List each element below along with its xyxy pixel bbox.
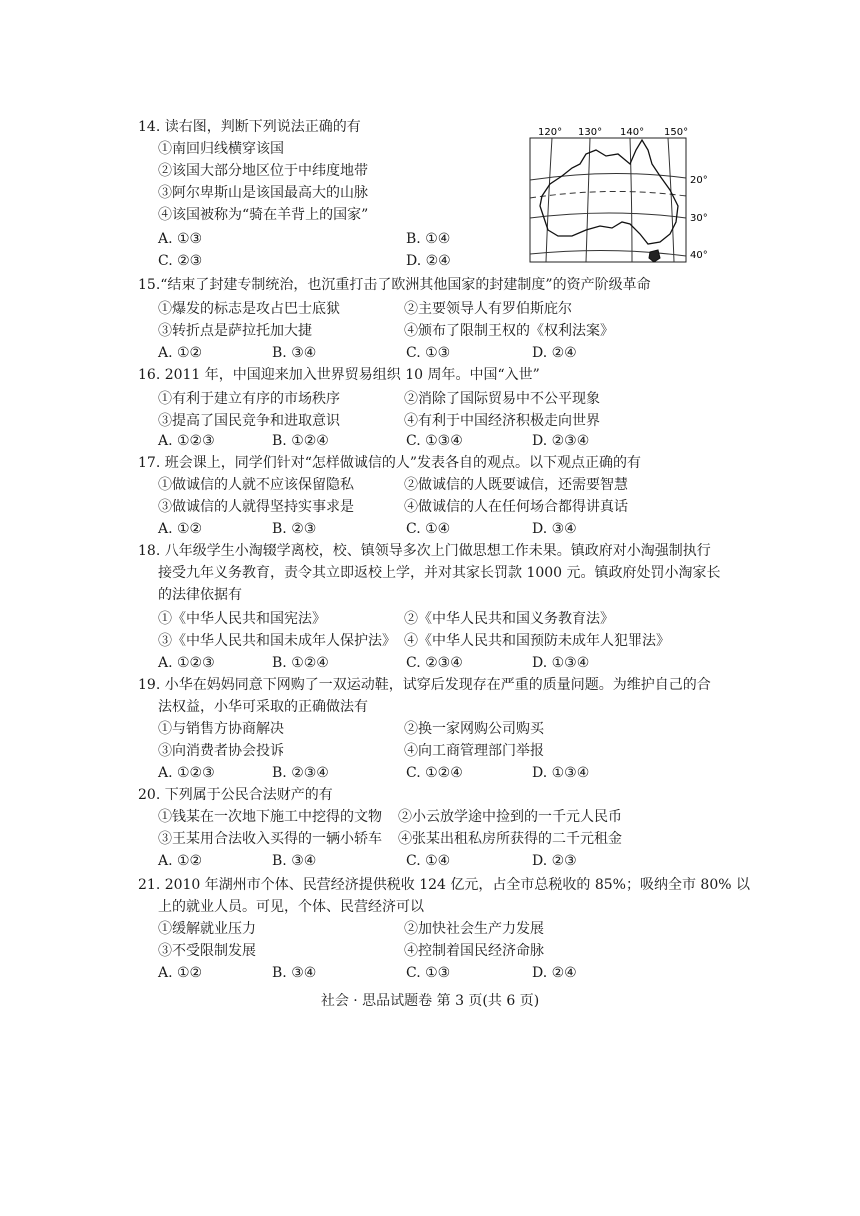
q18-stem-line-3: 的法律依据有 [158, 587, 242, 603]
q14-choice-c: C. ②③ [158, 253, 203, 269]
q16-choice-d: D. ②③④ [532, 433, 590, 449]
q18-choice-a: A. ①②③ [158, 655, 215, 671]
q15-statement-1: ①爆发的标志是攻占巴士底狱 [158, 301, 340, 317]
q15-statement-4: ④颁布了限制王权的《权利法案》 [404, 323, 614, 339]
q14-choice-a: A. ①③ [158, 231, 203, 247]
q18-statement-4: ④《中华人民共和国预防未成年人犯罪法》 [404, 633, 670, 649]
q19-choice-d: D. ①③④ [532, 765, 590, 781]
q15-choice-d: D. ②④ [532, 345, 577, 361]
lat-label-40: 40° [690, 250, 708, 261]
q17-choice-d: D. ③④ [532, 521, 577, 537]
q20-choice-b: B. ③④ [272, 853, 317, 869]
q21-stem-line-2: 上的就业人员。可见，个体、民营经济可以 [158, 899, 424, 915]
q20-statement-4: ④张某出租私房所获得的二千元租金 [398, 831, 622, 847]
q16-choice-a: A. ①②③ [158, 433, 215, 449]
q20-statement-2: ②小云放学途中捡到的一千元人民币 [398, 809, 622, 825]
q18-statement-3: ③《中华人民共和国未成年人保护法》 [158, 633, 396, 649]
q21-choice-a: A. ①② [158, 965, 203, 981]
q14-choice-b: B. ①④ [406, 231, 451, 247]
lon-label-150: 150° [664, 127, 689, 138]
lon-label-120: 120° [538, 127, 563, 138]
q15-statement-3: ③转折点是萨拉托加大捷 [158, 323, 312, 339]
q17-statement-3: ③做诚信的人就得坚持实事求是 [158, 499, 354, 515]
q15-choice-b: B. ③④ [272, 345, 317, 361]
q21-statement-3: ③不受限制发展 [158, 943, 256, 959]
q17-choice-b: B. ②③ [272, 521, 317, 537]
q18-choice-c: C. ②③④ [406, 655, 463, 671]
q15-stem: 15.“结束了封建专制统治，也沉重打击了欧洲其他国家的封建制度”的资产阶级革命 [138, 277, 651, 293]
q19-statement-2: ②换一家网购公司购买 [404, 721, 544, 737]
q19-stem-line-1: 19. 小华在妈妈同意下网购了一双运动鞋，试穿后发现存在严重的质量问题。为维护自己的合 [138, 677, 711, 693]
q15-statement-2: ②主要领导人有罗伯斯庇尔 [404, 301, 572, 317]
lat-label-20: 20° [690, 175, 708, 186]
q20-choice-c: C. ①④ [406, 853, 451, 869]
q19-statement-1: ①与销售方协商解决 [158, 721, 284, 737]
q14-statement-1: ①南回归线横穿该国 [158, 141, 284, 157]
q19-choice-b: B. ②③④ [272, 765, 329, 781]
q18-statement-2: ②《中华人民共和国义务教育法》 [404, 611, 614, 627]
lat-label-30: 30° [690, 213, 708, 224]
q21-choice-b: B. ③④ [272, 965, 317, 981]
q16-choice-c: C. ①③④ [406, 433, 463, 449]
q21-choice-c: C. ①③ [406, 965, 451, 981]
australia-map-figure [520, 124, 720, 274]
q21-choice-d: D. ②④ [532, 965, 577, 981]
q16-statement-1: ①有利于建立有序的市场秩序 [158, 391, 340, 407]
page-footer: 社会 · 思品试题卷 第 3 页(共 6 页) [320, 993, 540, 1009]
q16-stem: 16. 2011 年，中国迎来加入世界贸易组织 10 周年。中国“入世” [138, 367, 540, 383]
q18-stem-line-1: 18. 八年级学生小淘辍学离校，校、镇领导多次上门做思想工作未果。镇政府对小淘强制执行 [138, 543, 711, 559]
q14-stem: 14. 读右图，判断下列说法正确的有 [138, 119, 361, 135]
q19-choice-a: A. ①②③ [158, 765, 215, 781]
q17-choice-a: A. ①② [158, 521, 203, 537]
q20-statement-3: ③王某用合法收入买得的一辆小轿车 [158, 831, 382, 847]
q18-statement-1: ①《中华人民共和国宪法》 [158, 611, 326, 627]
australia-map [520, 124, 720, 274]
q17-statement-4: ④做诚信的人在任何场合都得讲真话 [404, 499, 628, 515]
q19-stem-line-2: 法权益，小华可采取的正确做法有 [158, 699, 368, 715]
q17-statement-1: ①做诚信的人就不应该保留隐私 [158, 477, 354, 493]
q14-statement-3: ③阿尔卑斯山是该国最高大的山脉 [158, 185, 368, 201]
q21-statement-4: ④控制着国民经济命脉 [404, 943, 544, 959]
q21-stem-line-1: 21. 2010 年湖州市个体、民营经济提供税收 124 亿元，占全市总税收的 85%；吸纳全市 80% 以 [138, 877, 750, 893]
q20-statement-1: ①钱某在一次地下施工中挖得的文物 [158, 809, 382, 825]
q21-statement-2: ②加快社会生产力发展 [404, 921, 544, 937]
q14-statement-4: ④该国被称为“骑在羊背上的国家” [158, 207, 369, 223]
q17-choice-c: C. ①④ [406, 521, 451, 537]
q18-stem-line-2: 接受九年义务教育，责令其立即返校上学，并对其家长罚款 1000 元。镇政府处罚小淘家长 [158, 565, 721, 581]
q18-choice-b: B. ①②④ [272, 655, 329, 671]
lon-label-140: 140° [620, 127, 645, 138]
q19-choice-c: C. ①②④ [406, 765, 463, 781]
q17-stem: 17. 班会课上，同学们针对“怎样做诚信的人”发表各自的观点。以下观点正确的有 [138, 455, 642, 471]
q20-choice-d: D. ②③ [532, 853, 577, 869]
q14-statement-2: ②该国大部分地区位于中纬度地带 [158, 163, 368, 179]
lon-label-130: 130° [578, 127, 603, 138]
q15-choice-c: C. ①③ [406, 345, 451, 361]
q18-choice-d: D. ①③④ [532, 655, 590, 671]
q19-statement-4: ④向工商管理部门举报 [404, 743, 544, 759]
q19-statement-3: ③向消费者协会投诉 [158, 743, 284, 759]
q20-stem: 20. 下列属于公民合法财产的有 [138, 787, 333, 803]
q21-statement-1: ①缓解就业压力 [158, 921, 256, 937]
q16-statement-3: ③提高了国民竞争和进取意识 [158, 413, 340, 429]
q16-statement-2: ②消除了国际贸易中不公平现象 [404, 391, 600, 407]
q17-statement-2: ②做诚信的人既要诚信，还需要智慧 [404, 477, 628, 493]
q14-choice-d: D. ②④ [406, 253, 451, 269]
q16-statement-4: ④有利于中国经济积极走向世界 [404, 413, 600, 429]
q15-choice-a: A. ①② [158, 345, 203, 361]
q16-choice-b: B. ①②④ [272, 433, 329, 449]
q20-choice-a: A. ①② [158, 853, 203, 869]
